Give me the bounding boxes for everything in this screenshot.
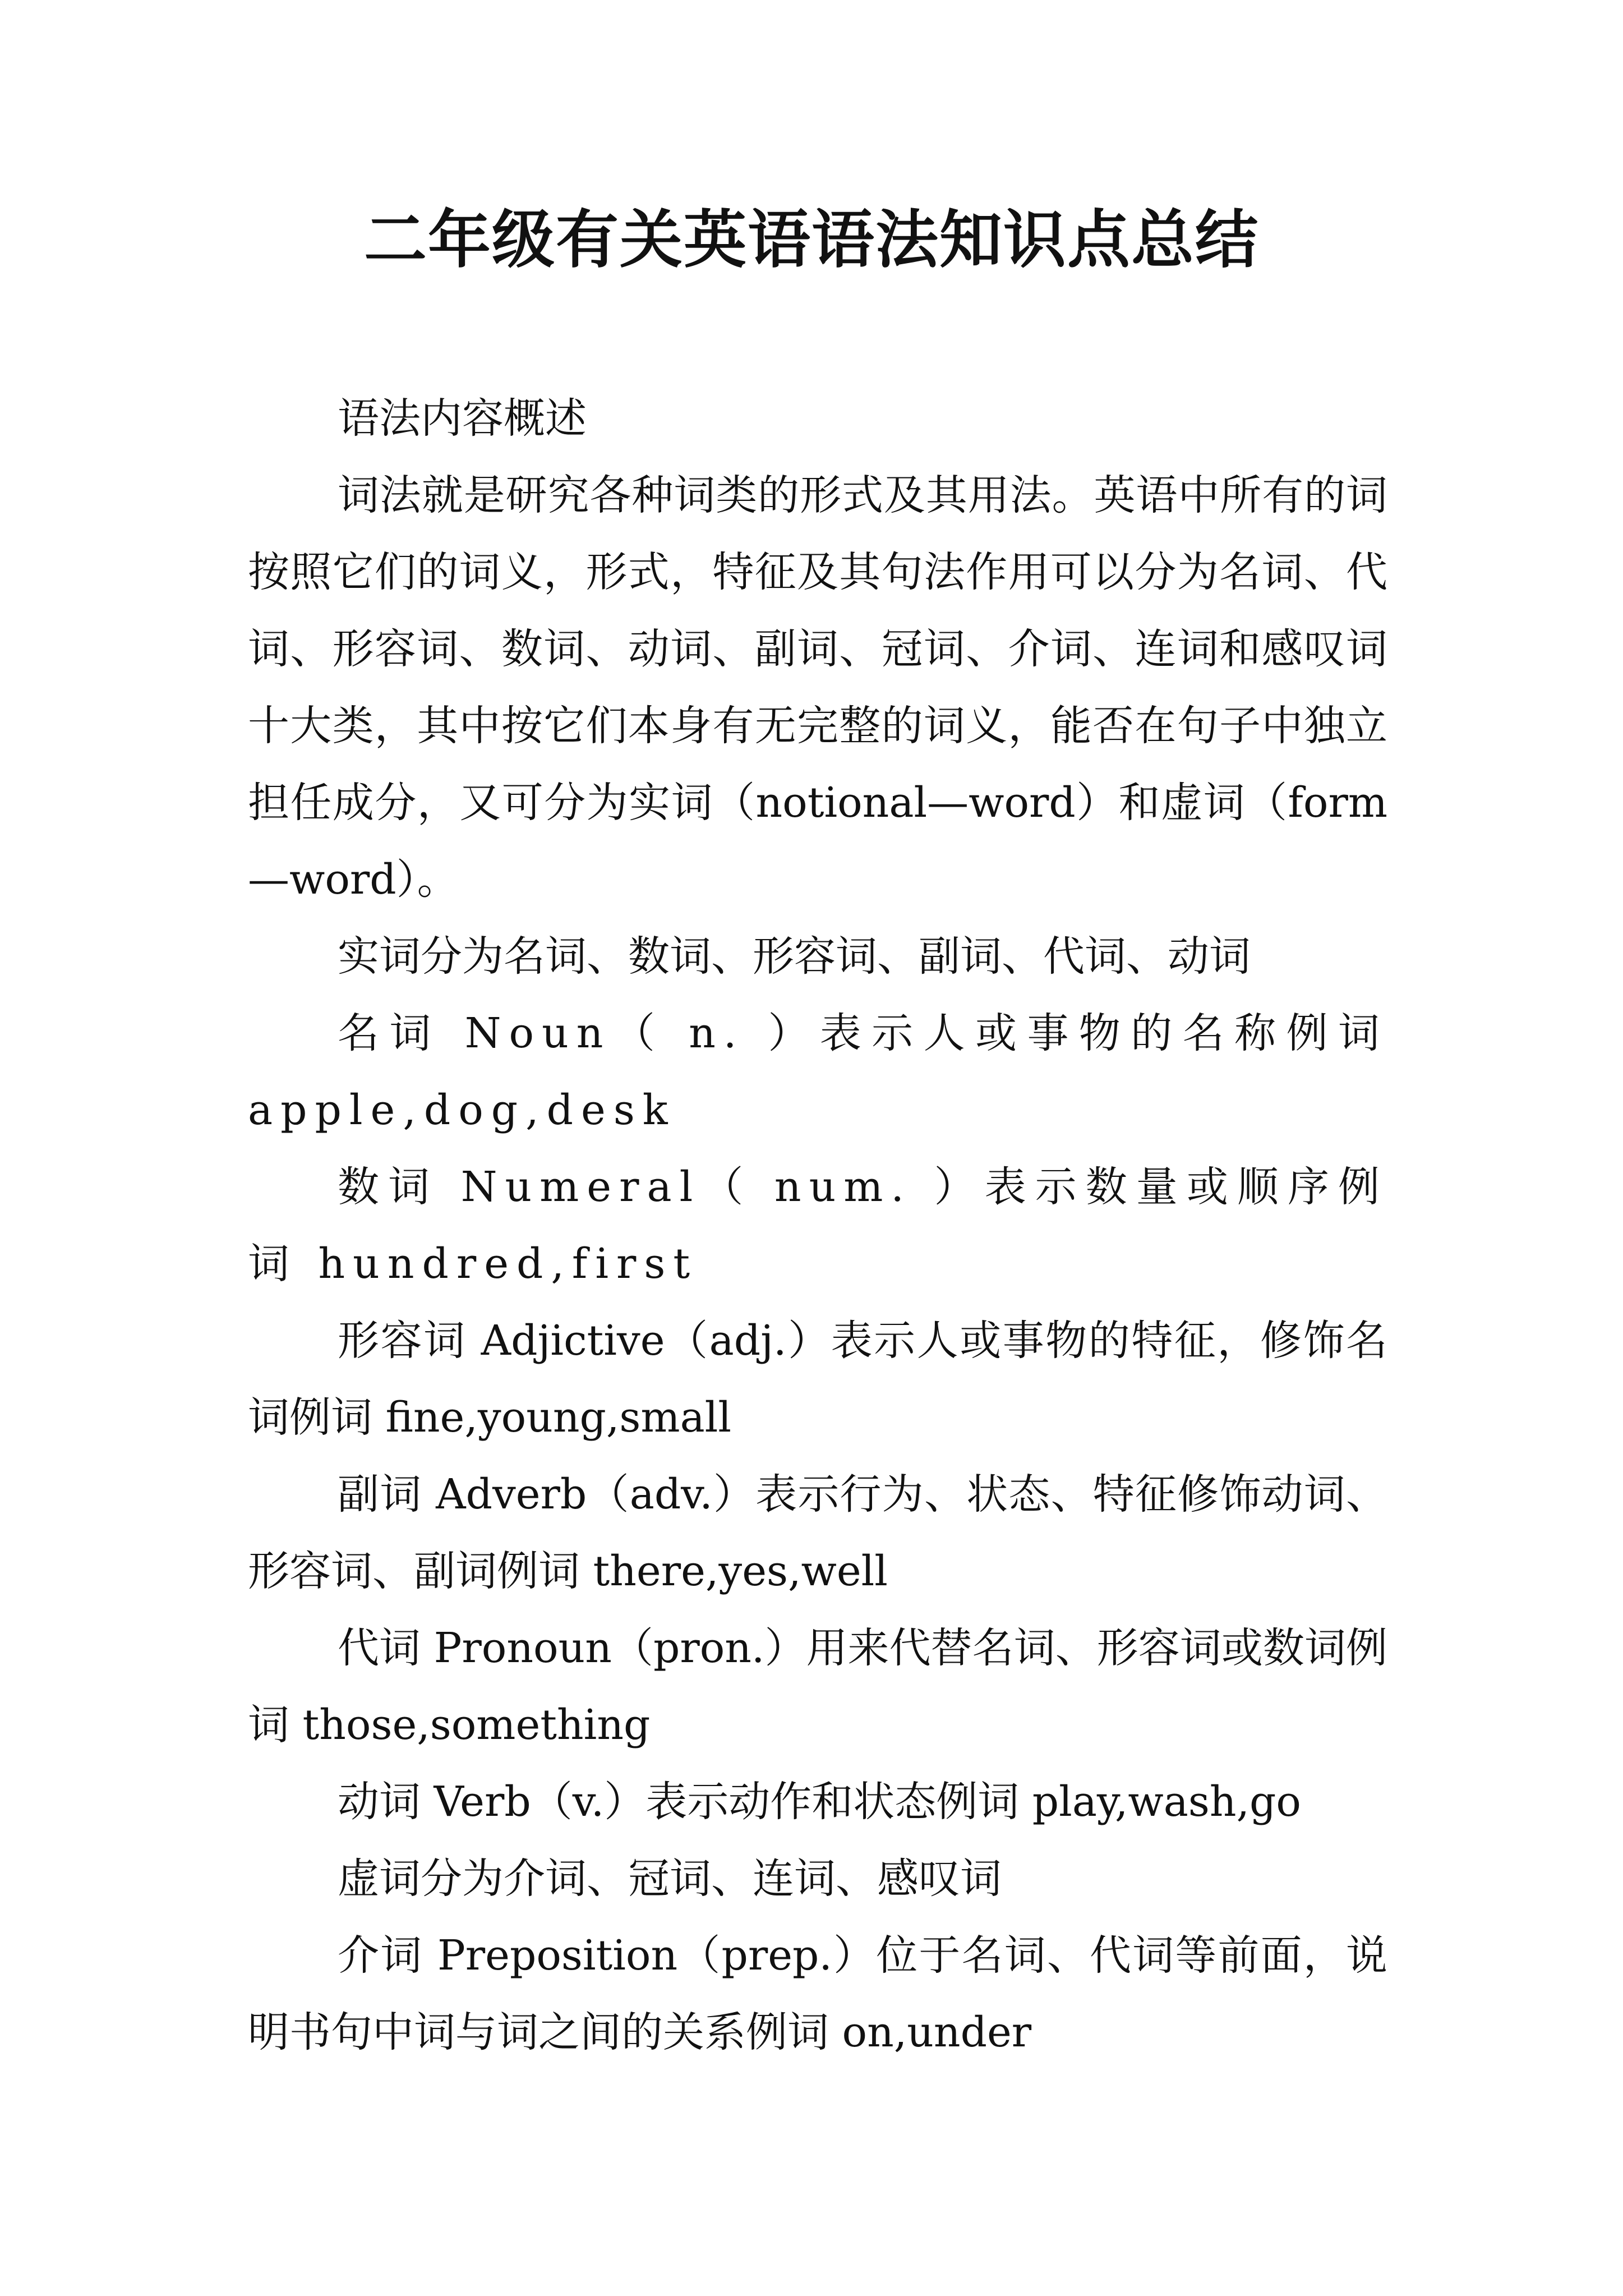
paragraph-verb: 动词 Verb（v.）表示动作和状态例词 play,wash,go [338, 1778, 1301, 1826]
paragraph-numeral: 数词 Numeral（ num. ）表示数量或顺序例词 hundred,first [248, 1163, 1387, 1288]
paragraph-adjective: 形容词 Adjictive（adj.）表示人或事物的特征，修饰名词例词 fine,young,small [248, 1317, 1387, 1442]
document-title: 二年级有关英语语法知识点总结 [364, 203, 1259, 277]
paragraph-adverb: 副词 Adverb（adv.）表示行为、状态、特征修饰动词、形容词、副词例词 there,yes,well [248, 1470, 1387, 1595]
paragraph-overview-heading: 语法内容概述 [338, 394, 587, 443]
paragraph-noun: 名词 Noun（ n. ）表示人或事物的名称例词 apple,dog,desk [248, 1009, 1387, 1134]
paragraph-morphology-intro: 词法就是研究各种词类的形式及其用法。英语中所有的词按照它们的词义，形式，特征及其句法作用可以分为名词、代词、形容词、数词、动词、副词、冠词、介词、连词和感叹词十大类，其中按它们本身有无完整的词义，能否在句子中独立担任成分，又可分为实词（notional—word）和虚词（form—word）。 [248, 471, 1387, 904]
paragraph-function-words: 虚词分为介词、冠词、连词、感叹词 [338, 1855, 1002, 1903]
paragraph-content-words: 实词分为名词、数词、形容词、副词、代词、动词 [338, 932, 1251, 981]
document-body [248, 380, 1387, 2071]
paragraph-preposition: 介词 Preposition（prep.）位于名词、代词等前面，说明书句中词与词之间的关系例词 on,under [248, 1931, 1387, 2056]
paragraph-pronoun: 代词 Pronoun（pron.）用来代替名词、形容词或数词例词 those,something [248, 1624, 1387, 1749]
